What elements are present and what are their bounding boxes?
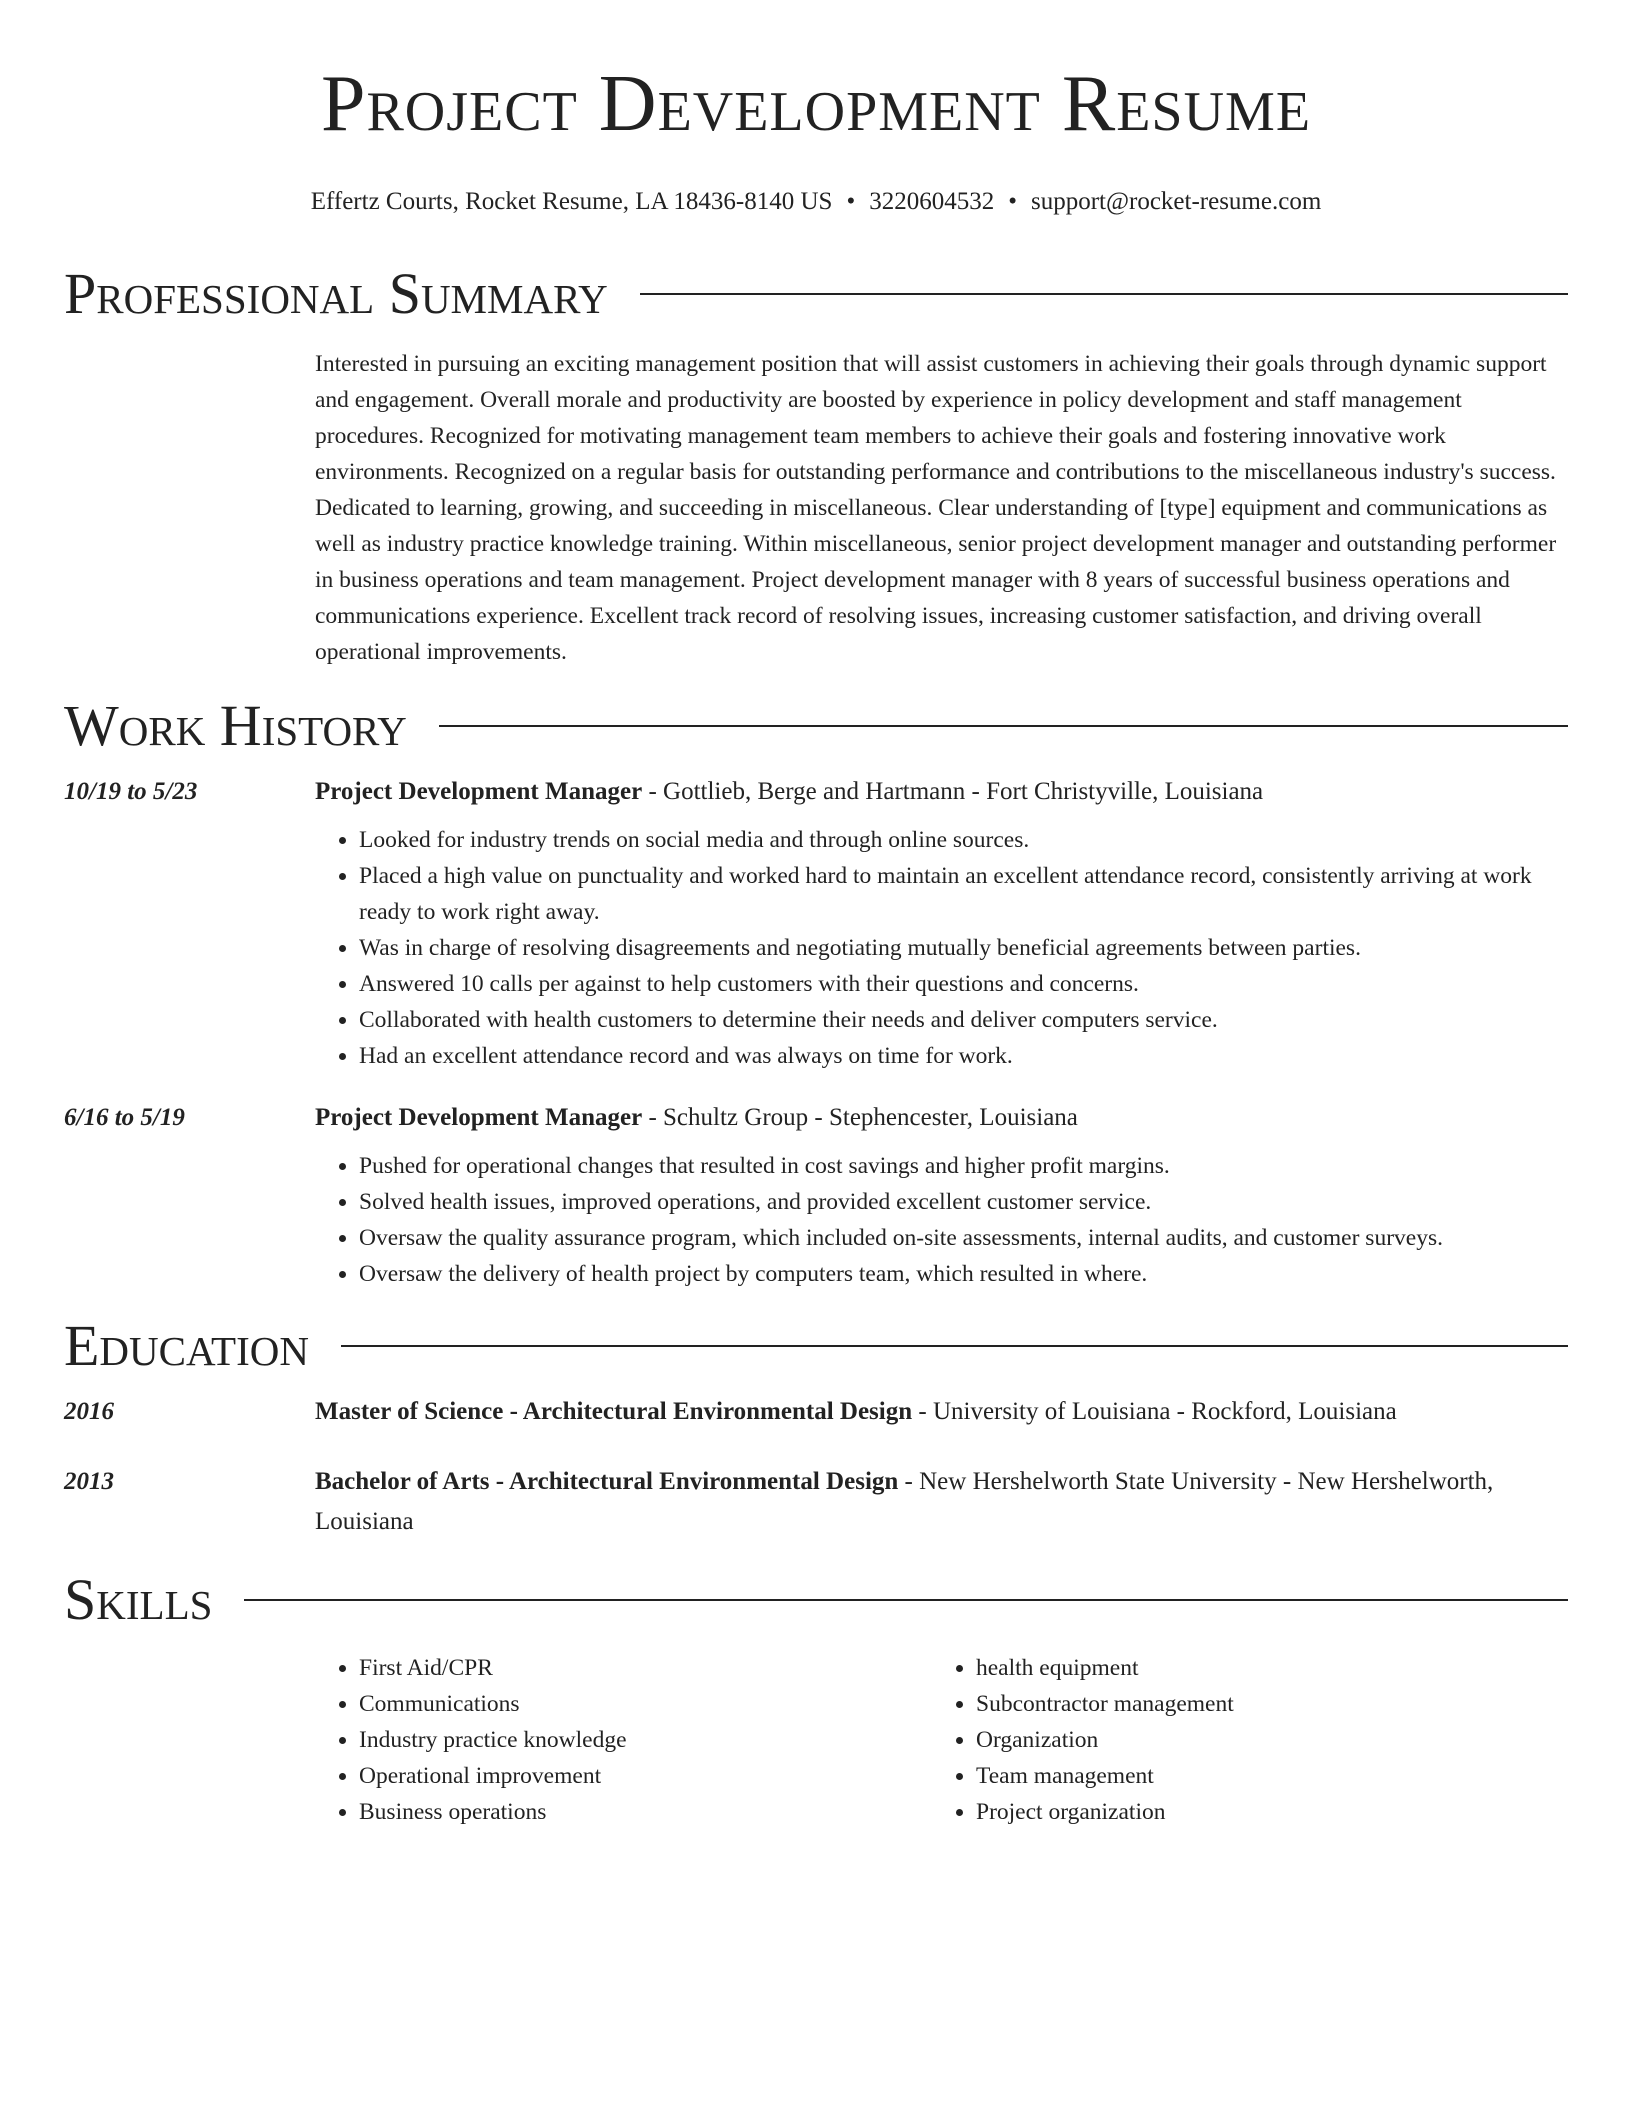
education-degree: Master of Science - Architectural Environmental Design [315, 1398, 913, 1425]
section-heading-skills [64, 1568, 1568, 1632]
job-title: Project Development Manager [315, 1104, 643, 1131]
job-bullets [315, 822, 1568, 1074]
job-entry [64, 1098, 1568, 1292]
skill-item: • Team management [976, 1758, 1549, 1794]
summary-text: Interested in pursuing an exciting management position that will assist customers in achieving their goals through dynamic support and engagement. Overall morale and productivity are boosted by experience in policy development and staff management procedures. Recognized for motivating management team members to achieve their goals and fostering innovative work environments. Recognized on a regular basis for outstanding performance and contributions to the miscellaneous industry's success. Dedicated to learning, growing, and succeeding in miscellaneous. Clear understanding of [type] equipment and communications as well as industry practice knowledge training. Within miscellaneous, senior project development manager and outstanding performer in business operations and team management. Project development manager with 8 years of successful business operations and communications experience. Excellent track record of resolving issues, increasing customer satisfaction, and driving overall operational improvements. [315, 351, 1557, 665]
skill-item: • Organization [976, 1722, 1549, 1758]
skill-item: • Subcontractor management [976, 1686, 1549, 1722]
job-bullet: • Placed a high value on punctuality and worked hard to maintain an excellent attendance record, consistently arriving at work ready to work right away. [359, 858, 1568, 930]
job-dates: 10/19 to 5/23 [64, 778, 198, 805]
job-bullet: • Answered 10 calls per against to help customers with their questions and concerns. [359, 966, 1568, 1002]
section-divider [341, 1345, 1568, 1347]
job-bullet: • Solved health issues, improved operations, and provided excellent customer service. [359, 1184, 1568, 1220]
section-divider [640, 293, 1568, 295]
resume-title: Project Development Resume [320, 60, 1312, 148]
skills-column-right [932, 1650, 1549, 1830]
section-divider [244, 1599, 1568, 1601]
job-bullet: • Was in charge of resolving disagreements and negotiating mutually beneficial agreements between parties. [359, 930, 1568, 966]
section-heading-summary [64, 262, 1568, 326]
resume-page [64, 0, 1568, 1830]
skill-item: • Business operations [359, 1794, 932, 1830]
contact-email: support@rocket-resume.com [1030, 188, 1322, 215]
job-bullet: • Oversaw the delivery of health project by computers team, which resulted in where. [359, 1256, 1568, 1292]
job-bullet: • Oversaw the quality assurance program, which included on-site assessments, internal audits, and customer surveys. [359, 1220, 1568, 1256]
job-dates: 6/16 to 5/19 [64, 1104, 185, 1131]
education-details: - University of Louisiana - Rockford, Louisiana [912, 1398, 1397, 1425]
job-heading [315, 772, 1568, 812]
education-entry [64, 1392, 1568, 1432]
education-heading-line [315, 1462, 1568, 1542]
education-year: 2016 [64, 1398, 114, 1425]
education-entry [64, 1462, 1568, 1542]
contact-phone: 3220604532 [869, 188, 995, 215]
skill-item: • health equipment [976, 1650, 1549, 1686]
job-details: - Schultz Group - Stephencester, Louisiana [642, 1104, 1078, 1131]
skill-item: • Communications [359, 1686, 932, 1722]
skills-heading: Skills [64, 1567, 213, 1632]
section-heading-education [64, 1314, 1568, 1378]
summary-heading: Professional Summary [64, 261, 608, 326]
job-bullet: • Pushed for operational changes that resulted in cost savings and higher profit margins. [359, 1148, 1568, 1184]
job-entry [64, 772, 1568, 1074]
skill-item: • Industry practice knowledge [359, 1722, 932, 1758]
contact-separator: • [1008, 188, 1017, 215]
job-bullet: • Collaborated with health customers to determine their needs and deliver computers service. [359, 1002, 1568, 1038]
education-heading: Education [64, 1313, 309, 1378]
section-heading-work [64, 694, 1568, 758]
skills-column-left [315, 1650, 932, 1830]
job-bullet: • Looked for industry trends on social media and through online sources. [359, 822, 1568, 858]
contact-address: Effertz Courts, Rocket Resume, LA 18436-8140 US [310, 188, 833, 215]
education-year: 2013 [64, 1468, 114, 1495]
job-heading [315, 1098, 1568, 1138]
education-heading-line [315, 1392, 1568, 1432]
job-title: Project Development Manager [315, 778, 643, 805]
job-bullets [315, 1148, 1568, 1292]
job-bullet: • Had an excellent attendance record and was always on time for work. [359, 1038, 1568, 1074]
education-degree: Bachelor of Arts - Architectural Environmental Design [315, 1468, 899, 1495]
contact-line [64, 184, 1568, 220]
section-divider [439, 725, 1568, 727]
work-heading: Work History [64, 693, 407, 758]
skills-list [315, 1650, 1568, 1830]
education-details: - New Hershelworth State University - New Hershelworth, Louisiana [315, 1468, 1494, 1535]
job-details: - Gottlieb, Berge and Hartmann - Fort Christyville, Louisiana [642, 778, 1264, 805]
skill-item: • Project organization [976, 1794, 1549, 1830]
skill-item: • First Aid/CPR [359, 1650, 932, 1686]
contact-separator: • [846, 188, 856, 215]
skill-item: • Operational improvement [359, 1758, 932, 1794]
